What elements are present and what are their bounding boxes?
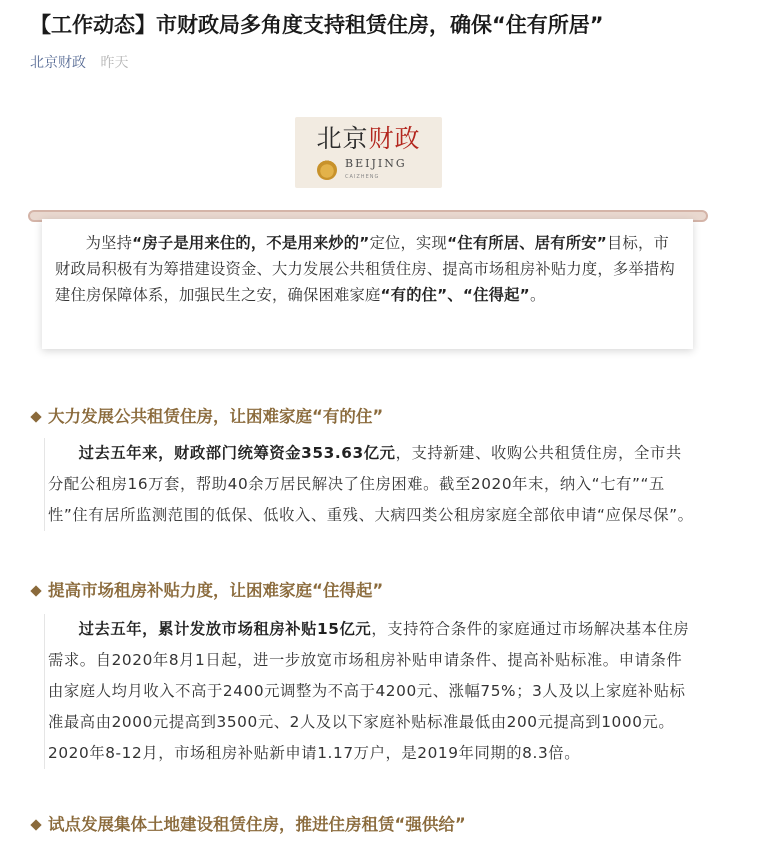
section-paragraph: 过去五年来，财政部门统筹资金353.63亿元，支持新建、收购公共租赁住房，全市共分配公租房16万套，帮助40余万居民解决了住房困难。截至2020年末，纳入“七有”“五性”住有居所监测范围的低保、低收入、重残、大病四类公租房家庭全部依申请“应保尽保”。 [44,438,696,531]
publish-time: 昨天 [100,55,129,71]
logo-title: 北京财政 [316,124,421,153]
section-heading: 提高市场租房补贴力度，让困难家庭“住得起” [30,580,383,602]
logo-en: BEIJING [345,157,407,170]
temple-emblem-icon [317,160,337,180]
beijing-finance-logo [295,117,442,188]
article-title: 【工作动态】市财政局多角度支持租赁住房，确保“住有所居” [30,13,604,37]
logo-en-small: CAIZHENG [345,174,380,180]
intro-card [42,219,693,349]
author-link[interactable]: 北京财政 [30,55,86,71]
section-heading: 大力发展公共租赁住房，让困难家庭“有的住” [30,406,383,428]
diamond-bullet-icon [30,585,41,596]
section-paragraph: 过去五年，累计发放市场租房补贴15亿元，支持符合条件的家庭通过市场解决基本住房需求。自2020年8月1日起，进一步放宽市场租房补贴申请条件、提高补贴标准。申请条件由家庭人均月收入不高于2400元调整为不高于4200元、涨幅75%；3人及以上家庭补贴标准最高由2000元提高到3500元、2人及以下家庭补贴标准最低由200元提高到1000元。2020年8-12月，市场租房补贴新申请1.17万户，是2019年同期的8.3倍。 [44,614,696,769]
article-meta [30,53,128,73]
diamond-bullet-icon [30,411,41,422]
section-heading: 试点发展集体土地建设租赁住房，推进住房租赁“强供给” [30,814,466,836]
intro-paragraph: 为坚持“房子是用来住的，不是用来炒的”定位，实现“住有所居、居有所安”目标，市财政局积极有为筹措建设资金、大力发展公共租赁住房、提高市场租房补贴力度，多举措构建住房保障体系，加强民生之安，确保困难家庭“有的住”、“住得起”。 [55,234,675,304]
diamond-bullet-icon [30,819,41,830]
